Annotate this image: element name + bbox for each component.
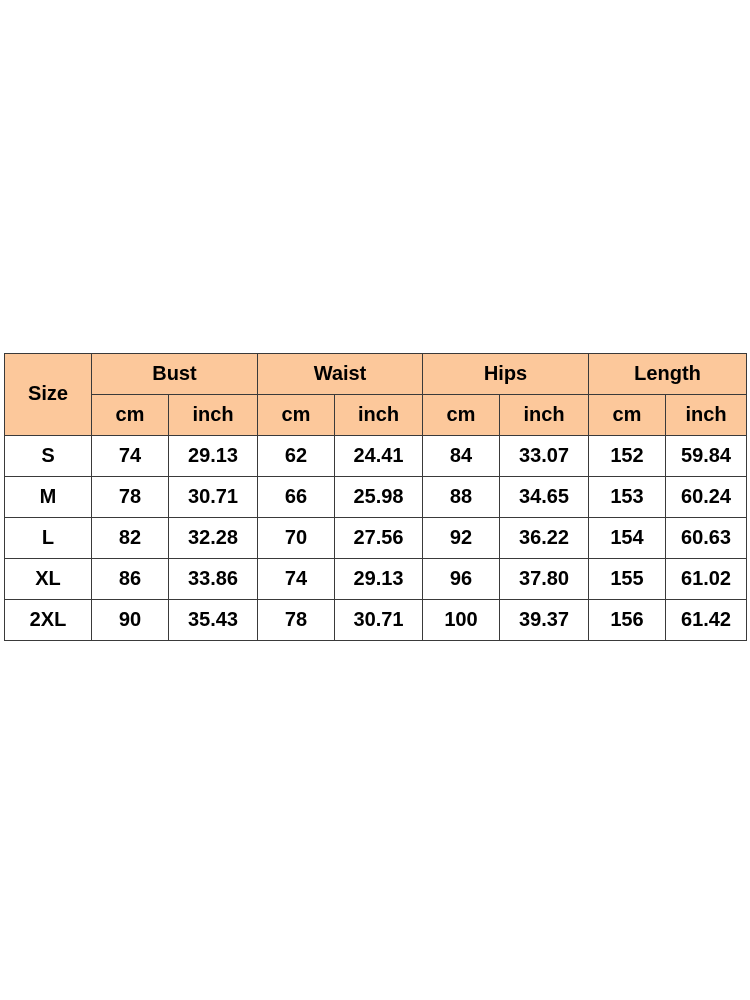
table-header (5, 354, 747, 436)
size-cell: M (5, 477, 92, 518)
unit-header: inch (666, 395, 747, 436)
table-cell: 39.37 (500, 600, 589, 641)
table-row (5, 600, 747, 641)
table-cell: 61.02 (666, 559, 747, 600)
unit-header: inch (500, 395, 589, 436)
table-cell: 30.71 (169, 477, 258, 518)
table-cell: 27.56 (335, 518, 423, 559)
hips-header: Hips (423, 354, 589, 395)
table-cell: 36.22 (500, 518, 589, 559)
unit-header: inch (169, 395, 258, 436)
table-cell: 78 (258, 600, 335, 641)
table-cell: 60.63 (666, 518, 747, 559)
table-cell: 62 (258, 436, 335, 477)
size-cell: L (5, 518, 92, 559)
table-cell: 66 (258, 477, 335, 518)
table-cell: 33.07 (500, 436, 589, 477)
table-cell: 29.13 (335, 559, 423, 600)
table-cell: 152 (589, 436, 666, 477)
table-cell: 154 (589, 518, 666, 559)
table-cell: 153 (589, 477, 666, 518)
table-cell: 78 (92, 477, 169, 518)
size-cell: 2XL (5, 600, 92, 641)
table-cell: 92 (423, 518, 500, 559)
unit-header: cm (589, 395, 666, 436)
table-cell: 34.65 (500, 477, 589, 518)
table-cell: 82 (92, 518, 169, 559)
unit-header: cm (423, 395, 500, 436)
size-column-header: Size (5, 354, 92, 436)
table-cell: 84 (423, 436, 500, 477)
table-row (5, 518, 747, 559)
table-cell: 29.13 (169, 436, 258, 477)
table-row (5, 477, 747, 518)
bust-header: Bust (92, 354, 258, 395)
size-chart-table (4, 353, 747, 641)
table-cell: 86 (92, 559, 169, 600)
table-cell: 61.42 (666, 600, 747, 641)
table-cell: 59.84 (666, 436, 747, 477)
table-cell: 156 (589, 600, 666, 641)
table-cell: 37.80 (500, 559, 589, 600)
table-cell: 70 (258, 518, 335, 559)
length-header: Length (589, 354, 747, 395)
table-cell: 25.98 (335, 477, 423, 518)
size-cell: XL (5, 559, 92, 600)
table-body (5, 436, 747, 641)
table-cell: 90 (92, 600, 169, 641)
unit-header: cm (92, 395, 169, 436)
unit-header: cm (258, 395, 335, 436)
table-cell: 74 (92, 436, 169, 477)
table-cell: 32.28 (169, 518, 258, 559)
table-row (5, 436, 747, 477)
size-cell: S (5, 436, 92, 477)
table-cell: 155 (589, 559, 666, 600)
waist-header: Waist (258, 354, 423, 395)
table-cell: 96 (423, 559, 500, 600)
unit-header: inch (335, 395, 423, 436)
table-row (5, 559, 747, 600)
table-cell: 24.41 (335, 436, 423, 477)
table-cell: 74 (258, 559, 335, 600)
table-cell: 88 (423, 477, 500, 518)
table-cell: 30.71 (335, 600, 423, 641)
table-cell: 100 (423, 600, 500, 641)
table-cell: 35.43 (169, 600, 258, 641)
table-cell: 33.86 (169, 559, 258, 600)
table-cell: 60.24 (666, 477, 747, 518)
